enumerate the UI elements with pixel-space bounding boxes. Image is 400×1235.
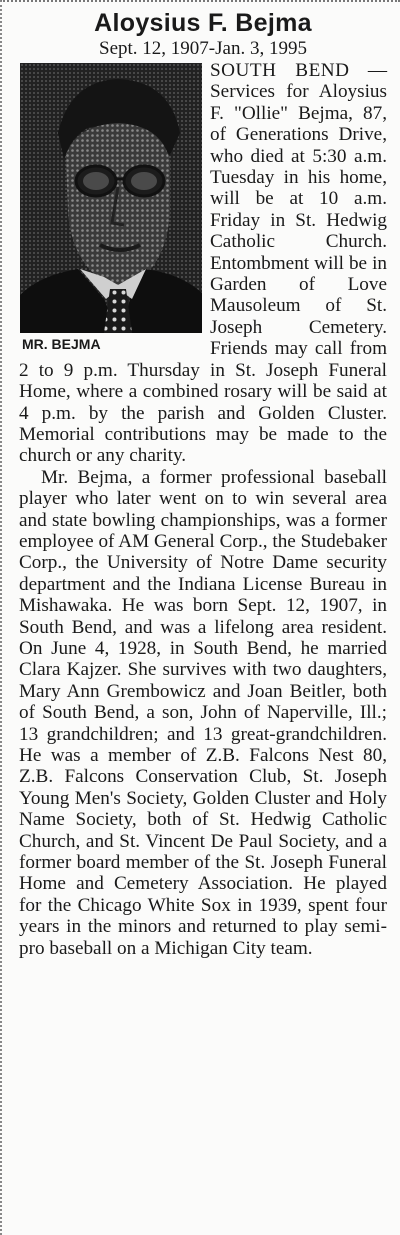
obituary-column — [19, 2, 387, 959]
dateline: SOUTH BEND — [210, 60, 350, 81]
obituary-paragraph-2: Mr. Bejma, a former professional baseball player who later went on to win several area and state bowling championships, was a former employee of AM General Corp., the Studebaker Corp., the University of Notre Dame security department and the Indiana License Bureau in Mishawaka. He was born Sept. 12, 1907, in South Bend, and was a lifelong area resident. On June 4, 1928, in South Bend, he married Clara Kajzer. She survives with two daughters, Mary Ann Grembowicz and Joan Beitler, both of South Bend, a son, John of Naperville, Ill.; 13 grandchildren; and 13 great-grandchildren. He was a member of Z.B. Falcons Nest 80, Z.B. Falcons Conservation Club, St. Joseph Young Men's Society, Golden Cluster and Holy Name Society, both of St. Hedwig Catholic Church, and St. Vincent De Paul Society, and a former board member of the St. Joseph Funeral Home and Cemetery Association. He played for the Chicago White Sox in 1939, spent four years in the minors and returned to play semi-pro baseball on a Michigan City team. — [19, 466, 387, 959]
life-dates: Sept. 12, 1907-Jan. 3, 1995 — [99, 38, 307, 59]
service-details-text: — Services for Aloysius F. "Ollie" Bejma, 87, of Generations Drive, who died at 5:30 a.m. Tuesday in his home, will be at 10 a.m. Friday in St. Hedwig Catholic Church. Entombment will be in Garden of Love Mausoleum of St. Joseph Cemetery. Friends may call from 2 to 9 p.m. Thursday in St. Joseph Funeral Home, where a combined rosary will be said at 4 p.m. by the parish and Golden Cluster. Memorial contributions may be made to the church or any charity. — [19, 60, 387, 467]
photo-caption: MR. BEJMA — [22, 336, 101, 352]
portrait-photo — [20, 63, 202, 333]
obituary-headline: Aloysius F. Bejma — [94, 9, 312, 37]
portrait-figure — [20, 63, 204, 353]
